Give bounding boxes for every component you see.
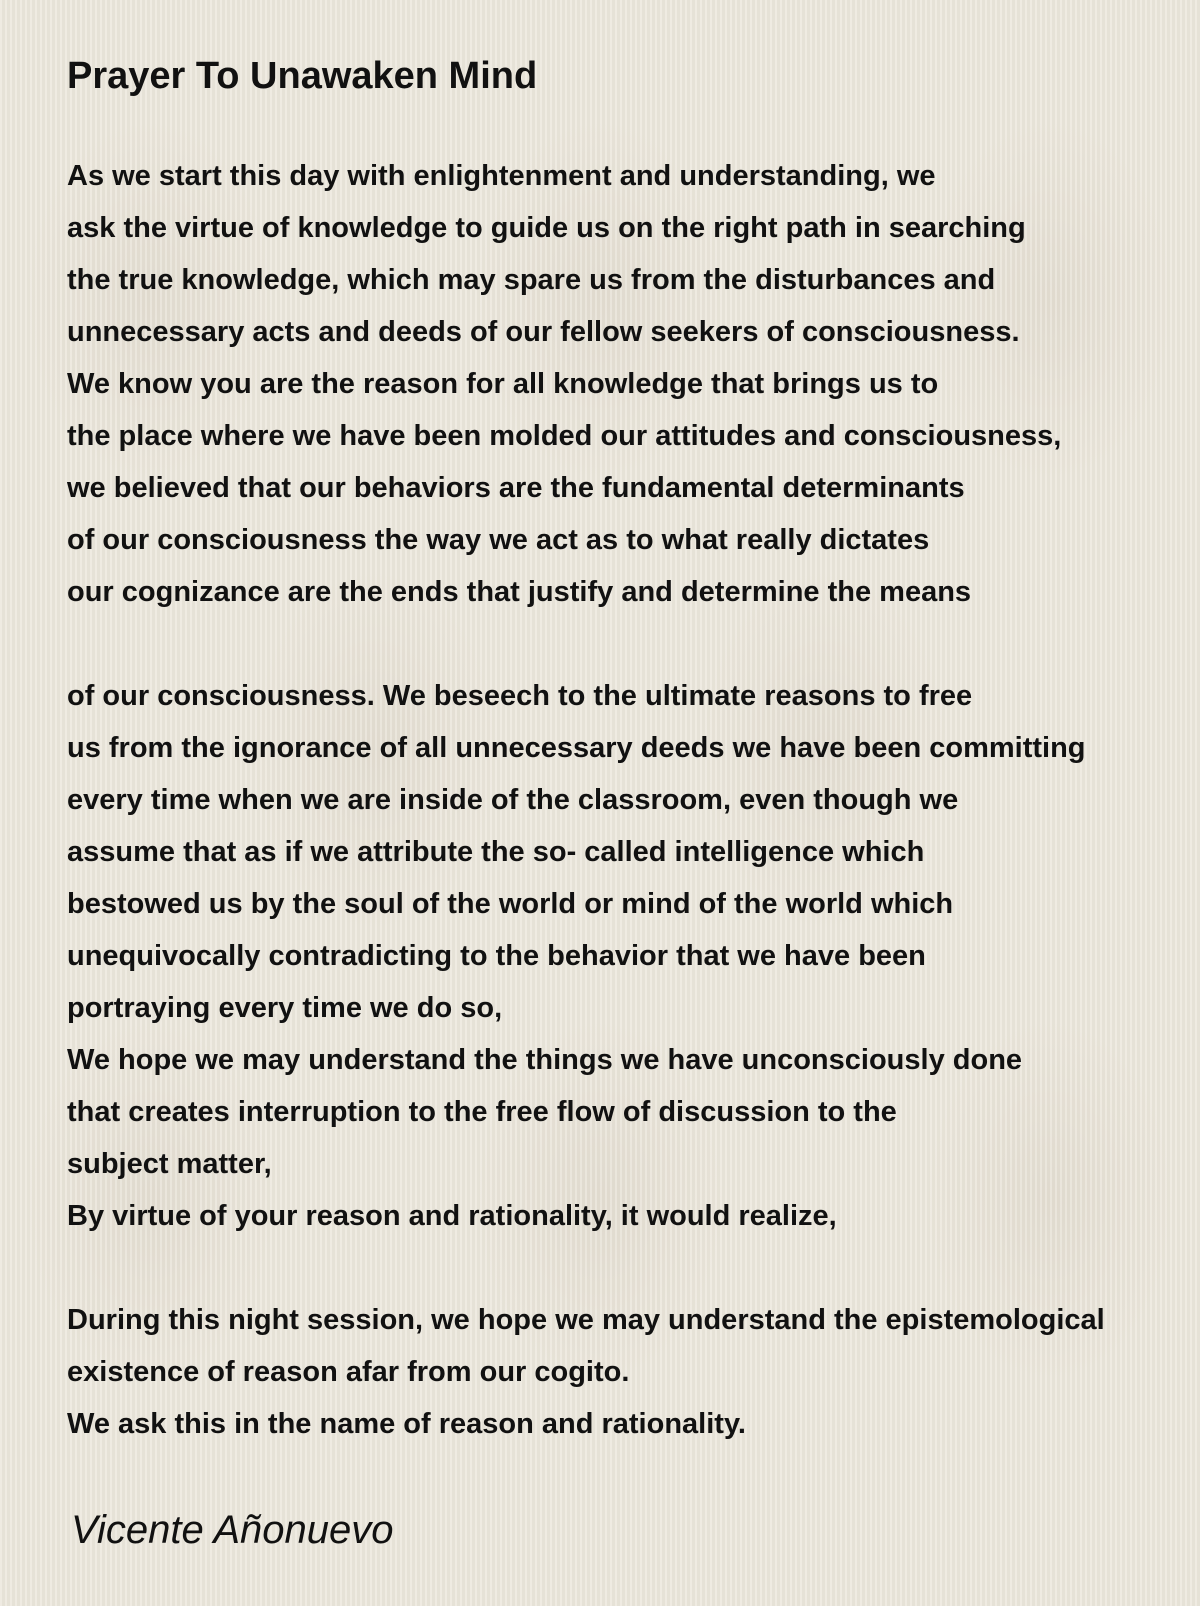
poem-line: We hope we may understand the things we have unconsciously done (67, 1044, 1023, 1076)
poem-line: the true knowledge, which may spare us from the disturbances and (67, 264, 996, 296)
poem-line: us from the ignorance of all unnecessary deeds we have been committing (67, 732, 1086, 764)
stanza-1 (67, 150, 1200, 618)
poem-line: of our consciousness. We beseech to the ultimate reasons to free (67, 680, 973, 712)
stanza-2 (67, 670, 1200, 1242)
poem-line: assume that as if we attribute the so- called intelligence which (67, 836, 925, 868)
poem-line: unequivocally contradicting to the behavior that we have been (67, 940, 926, 972)
poem-line: that creates interruption to the free flow of discussion to the (67, 1096, 897, 1128)
poem-line: unnecessary acts and deeds of our fellow seekers of consciousness. (67, 316, 1020, 348)
poem-line: existence of reason afar from our cogito. (67, 1356, 630, 1388)
poem-line: As we start this day with enlightenment and understanding, we (67, 160, 936, 192)
poem-line: our cognizance are the ends that justify and determine the means (67, 576, 972, 608)
poem-line: of our consciousness the way we act as to what really dictates (67, 524, 930, 556)
poem-line: We ask this in the name of reason and rationality. (67, 1408, 746, 1440)
poem-author: Vicente Añonuevo (71, 1508, 394, 1552)
poem-line: During this night session, we hope we may understand the epistemological (67, 1304, 1105, 1336)
poem-line: the place where we have been molded our attitudes and consciousness, (67, 420, 1062, 452)
poem-line: subject matter, (67, 1148, 272, 1180)
poem-line: By virtue of your reason and rationality, it would realize, (67, 1200, 837, 1232)
poem-line: every time when we are inside of the classroom, even though we (67, 784, 959, 816)
poem-line: portraying every time we do so, (67, 992, 503, 1024)
poem-page (67, 52, 1200, 1502)
poem-title: Prayer To Unawaken Mind (67, 55, 538, 97)
poem-line: bestowed us by the soul of the world or mind of the world which (67, 888, 954, 920)
stanza-3 (67, 1294, 1200, 1450)
poem-line: we believed that our behaviors are the fundamental determinants (67, 472, 965, 504)
poem-line: ask the virtue of knowledge to guide us on the right path in searching (67, 212, 1026, 244)
poem-body (67, 150, 1200, 1450)
poem-line: We know you are the reason for all knowledge that brings us to (67, 368, 939, 400)
